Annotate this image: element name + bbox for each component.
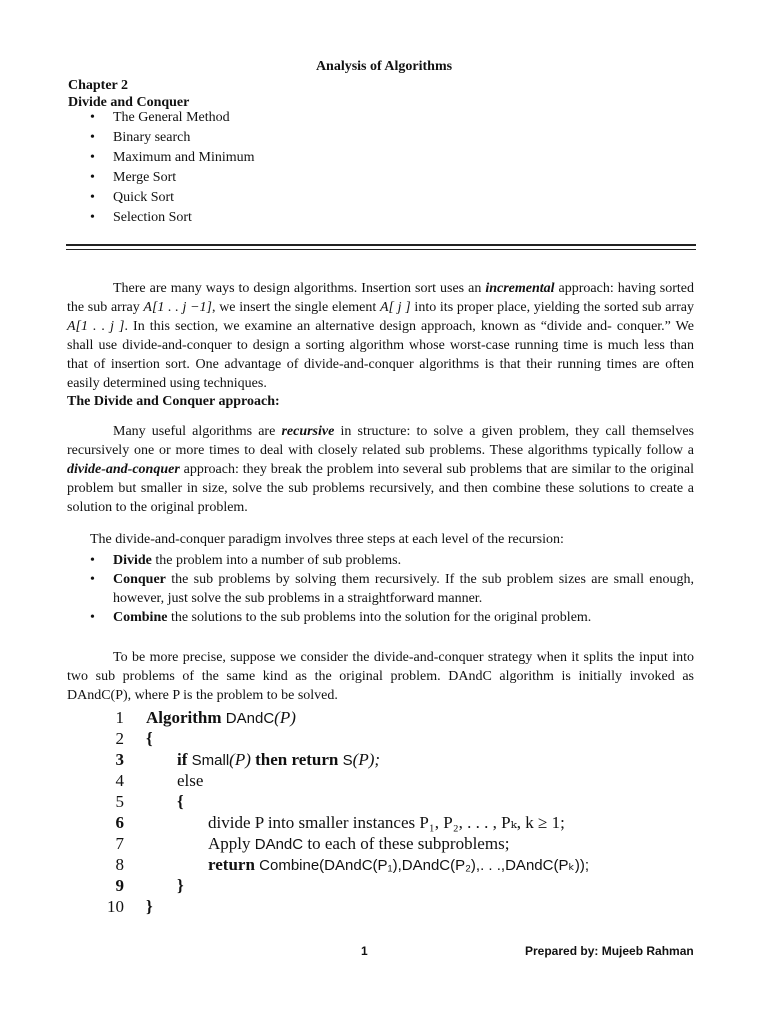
intro-math: A[ j ]: [379, 300, 411, 315]
algo-code: [177, 749, 380, 771]
approach-text: Many useful algorithms are: [113, 424, 282, 439]
function-name: DAndC: [254, 836, 304, 853]
intro-emphasis: incremental: [485, 281, 555, 296]
algo-line: [100, 854, 590, 875]
argument: (P);: [352, 750, 381, 769]
line-number: 9: [115, 876, 124, 895]
algo-code: divide P into smaller instances P₁, P₂, . . . , Pₖ, k ≥ 1;: [208, 813, 565, 832]
step-term: Divide: [113, 553, 152, 568]
approach-text: approach: they break the problem into several sub problems that are similar to the original problem but smaller in size, solve the sub problems recursively, and then combine these solutions to create a solution to the original problem.: [67, 462, 694, 515]
step-text: the sub problems by solving them recursively. If the sub problem sizes are small enough, however, just solve the sub problems in a straightforward manner.: [113, 572, 694, 606]
line-number: 6: [115, 813, 124, 832]
algo-line: [100, 833, 510, 854]
page-number: 1: [361, 944, 368, 958]
keyword: else: [177, 771, 204, 790]
intro-text: There are many ways to design algorithms. Insertion sort uses an: [113, 281, 486, 296]
topic-item: • The General Method: [90, 110, 255, 130]
algo-code: [208, 854, 589, 876]
chapter-title: Divide and Conquer: [68, 95, 190, 110]
function-call: Combine(DAndC(P₁),DAndC(P₂),. . .,DAndC(Pₖ));: [259, 857, 590, 874]
algorithm-listing: [100, 707, 590, 917]
approach-paragraph: [67, 422, 694, 517]
argument: (P): [274, 708, 296, 727]
algo-line: [100, 749, 381, 770]
algo-line: [100, 875, 184, 896]
algo-line: [100, 770, 204, 791]
brace: }: [146, 897, 153, 916]
algo-line: [100, 707, 296, 728]
section-divider-thin: [66, 249, 696, 250]
approach-emphasis: divide-and-conquer: [67, 462, 180, 477]
algo-code: [146, 707, 296, 729]
line-number: 8: [115, 855, 124, 874]
brace: }: [177, 876, 184, 895]
intro-text: , we insert the single element: [212, 300, 380, 315]
step-item: [90, 570, 694, 608]
algo-line: [100, 728, 153, 749]
algo-line: [100, 896, 153, 917]
approach-emphasis: recursive: [281, 424, 335, 439]
intro-text: into its proper place, yielding the sorted sub array: [410, 300, 694, 315]
code-text: to each of these subproblems;: [303, 834, 510, 853]
line-number: 7: [115, 834, 124, 853]
line-number: 10: [107, 897, 124, 916]
algo-line: [100, 791, 184, 812]
brace: {: [146, 729, 153, 748]
topic-item: • Selection Sort: [90, 210, 255, 230]
algo-code: [208, 833, 509, 855]
intro-text: approach: having sorted the sub array: [67, 281, 694, 315]
algo-line: [100, 812, 565, 833]
step-term: Conquer: [113, 572, 166, 587]
step-text: the problem into a number of sub problems.: [151, 553, 402, 568]
section-divider-thick: [66, 244, 696, 246]
step-item: [90, 551, 694, 570]
topic-item: • Merge Sort: [90, 170, 255, 190]
chapter-number: Chapter 2: [68, 78, 129, 93]
step-text: the solutions to the sub problems into the solution for the original problem.: [167, 610, 592, 625]
section-heading: The Divide and Conquer approach:: [67, 394, 280, 409]
topic-item: • Binary search: [90, 130, 255, 150]
code-text: Apply: [208, 834, 255, 853]
function-name: DAndC: [225, 710, 275, 727]
line-number: 5: [115, 792, 124, 811]
document-title: Analysis of Algorithms: [315, 59, 453, 74]
function-name: Small: [191, 752, 230, 769]
line-number: 1: [115, 708, 124, 727]
step-term: Combine: [113, 610, 168, 625]
topic-item: • Maximum and Minimum: [90, 150, 255, 170]
keyword: then return: [255, 750, 339, 769]
keyword: if: [177, 750, 188, 769]
line-number: 3: [115, 750, 124, 769]
keyword: return: [208, 855, 255, 874]
precise-paragraph: To be more precise, suppose we consider the divide-and-conquer strategy when it splits the input into two sub problems of the same kind as the original problem. DAndC algorithm is initially invoked as DAndC(P), where P is the problem to be solved.: [67, 650, 694, 703]
paradigm-intro: The divide-and-conquer paradigm involves three steps at each level of the recursion:: [90, 532, 564, 547]
topic-item: • Quick Sort: [90, 190, 255, 210]
brace: {: [177, 792, 184, 811]
paradigm-steps: [90, 551, 694, 627]
function-name: S: [342, 752, 353, 769]
keyword: Algorithm: [146, 708, 222, 727]
chapter-header: [68, 77, 189, 111]
line-number: 4: [115, 771, 124, 790]
intro-paragraph: [67, 279, 694, 393]
intro-math: A[1 . . j ]: [67, 319, 125, 334]
intro-math: A[1 . . j −1]: [143, 300, 212, 315]
argument: (P): [229, 750, 251, 769]
topic-list: [90, 110, 255, 230]
step-item: [90, 608, 694, 627]
prepared-by: Prepared by: Mujeeb Rahman: [525, 944, 694, 958]
approach-text: in structure: to solve a given problem, they call themselves recursively one or more times to deal with closely related sub problems. These algorithms typically follow a: [67, 424, 694, 458]
intro-text: . In this section, we examine an alternative design approach, known as “divide and- conquer.” We shall use divide-and-conquer to design a sorting algorithm whose worst-case running time is much less than that of insertion sort. One advantage of divide-and-conquer algorithms is that their running times are often easily determined using techniques.: [67, 319, 694, 391]
line-number: 2: [115, 729, 124, 748]
